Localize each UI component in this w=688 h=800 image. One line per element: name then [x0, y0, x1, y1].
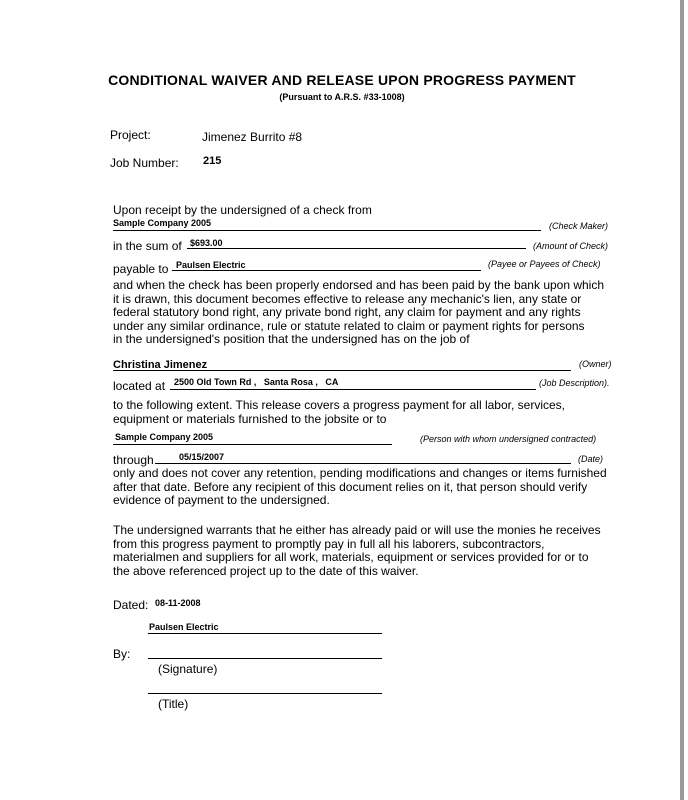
paragraph-line: federal statutory bond right, any private bond right, any claim for payment and any rights	[113, 305, 581, 320]
amount-note: (Amount of Check)	[533, 241, 609, 251]
through-value: 05/15/2007	[179, 452, 225, 462]
document-subtitle: (Pursuant to A.R.S. #33-1008)	[279, 92, 405, 102]
paragraph-line: under any similar ordinance, rule or statute related to claim or payment rights for persons	[113, 318, 585, 333]
signature-label: (Signature)	[158, 662, 218, 676]
project-value: Jimenez Burrito #8	[202, 130, 303, 144]
location-line	[170, 389, 536, 390]
location-note: (Job Description).	[539, 378, 610, 388]
through-note: (Date)	[578, 454, 604, 464]
owner-line	[113, 370, 571, 371]
amount-prefix: in the sum of	[113, 239, 182, 253]
paragraph-warranty	[113, 524, 601, 578]
check-maker-value: Sample Company 2005	[113, 218, 212, 228]
paragraph-line: after that date. Before any recipient of this document relies on it, that person should verify	[113, 479, 588, 494]
location-value: 2500 Old Town Rd , Santa Rosa , CA	[174, 377, 339, 387]
paragraph-retention	[113, 467, 607, 508]
paragraph-release-terms	[113, 279, 604, 347]
paragraph-line: and when the check has been properly endorsed and has been paid by the bank upon which	[113, 278, 605, 292]
document-title: CONDITIONAL WAIVER AND RELEASE UPON PROGRESS PAYMENT	[108, 72, 576, 88]
title-label: (Title)	[158, 697, 189, 711]
location-prefix: located at	[113, 379, 166, 393]
receipt-text: Upon receipt by the undersigned of a check from	[113, 203, 372, 217]
owner-value: Christina Jimenez	[113, 359, 208, 371]
check-maker-note: (Check Maker)	[549, 221, 609, 231]
job-number-value: 215	[203, 155, 222, 167]
amount-value: $693.00	[190, 238, 223, 248]
signature-line	[148, 658, 382, 659]
job-number-label: Job Number:	[110, 156, 179, 170]
dated-label: Dated:	[113, 598, 149, 612]
paragraph-line: only and does not cover any retention, pending modifications and changes or items furnished	[113, 466, 607, 480]
company-line	[148, 633, 382, 634]
paragraph-line: equipment or materials furnished to the jobsite or to	[113, 411, 387, 426]
payee-note: (Payee or Payees of Check)	[488, 259, 601, 269]
paragraph-extent	[113, 399, 565, 426]
paragraph-line: evidence of payment to the undersigned.	[113, 493, 330, 508]
contracted-note: (Person with whom undersigned contracted)	[420, 434, 597, 444]
contracted-line	[113, 444, 392, 445]
title-line	[148, 693, 382, 694]
through-prefix: through	[113, 453, 154, 467]
contracted-value: Sample Company 2005	[115, 432, 214, 442]
company-name: Paulsen Electric	[149, 622, 219, 632]
project-label: Project:	[110, 128, 151, 142]
check-maker-line	[113, 230, 541, 231]
paragraph-line: The undersigned warrants that he either has already paid or will use the monies he receives	[113, 523, 601, 537]
paragraph-line: from this progress payment to promptly pay in full all his laborers, subcontractors,	[113, 536, 545, 551]
payee-prefix: payable to	[113, 262, 169, 276]
paragraph-line: materialmen and suppliers for all work, materials, equipment or services provided for or to	[113, 550, 589, 565]
owner-note: (Owner)	[579, 359, 612, 369]
paragraph-line: the above referenced project up to the date of this waiver.	[113, 563, 419, 578]
paragraph-line: in the undersigned's position that the undersigned has on the job of	[113, 332, 470, 347]
amount-line	[187, 248, 526, 249]
through-line	[155, 463, 571, 464]
paragraph-line: it is drawn, this document becomes effective to release any mechanic's lien, any state or	[113, 291, 582, 306]
payee-line	[172, 270, 481, 271]
payee-value: Paulsen Electric	[176, 260, 246, 270]
by-label: By:	[113, 647, 131, 661]
dated-value: 08-11-2008	[155, 598, 201, 608]
paragraph-line: to the following extent. This release covers a progress payment for all labor, services,	[113, 398, 565, 412]
